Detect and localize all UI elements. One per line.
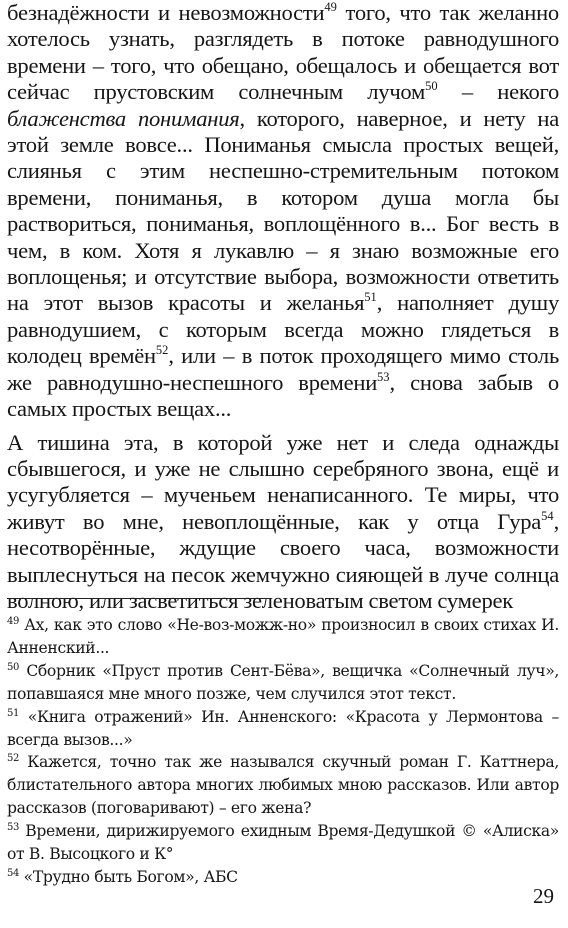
text-run: того, что так желанно хотелось узнать, разглядеть в потоке равнодушного времени – того, что обещано, обещалось и обещается вот сейчас прустовским солнечным лучом [7,0,559,105]
footnote-ref-50[interactable]: 50 [425,79,438,94]
footnote-52 [7,751,559,820]
main-text [7,0,559,614]
text-run: , несотворённые, ждущие своего часа, возможности выплеснуться на песок жемчужно сияющей в луче солнца волною, или засветиться зеленоватым светом сумерек [7,508,559,613]
text-run: , наполняет душу равнодушием, с которым всегда можно глядеться в колодец времён [7,290,559,369]
paragraph-2 [7,430,559,615]
text-run: А тишина эта, в которой уже нет и следа однажды сбывшегося, и уже не слышно серебряного звона, ещё и усугубляется – мученьем ненаписанного. Те миры, что живут во мне, невоплощённые, как у отца Гура [7,429,559,534]
text-run: безнадёжности и невозможности [7,0,325,25]
footnote-53 [7,820,559,866]
footnote-number: 50 [7,661,20,673]
footnote-text: «Книга отражений» Ин. Анненского: «Красота у Лермонтова – всегда вызов...» [7,707,559,749]
footnote-number: 54 [7,867,20,879]
text-run: – некого [437,79,559,105]
footnote-number: 53 [7,822,20,834]
italic-phrase: блаженства понимания [7,105,240,131]
footnote-number: 52 [7,753,20,765]
footnote-number: 49 [7,616,20,627]
paragraph-1 [7,0,559,423]
footnote-ref-54[interactable]: 54 [541,508,554,523]
footnote-ref-51[interactable]: 51 [364,290,377,305]
text-run: , которого, наверное, и нету на этой земле вовсе... Пониманья смысла простых вещей, слиянья с этим неспешно-стремительным потоком времени, пониманья, в котором душа могла бы раствориться, пониманья, воплощённого в... Бог весть в чем, в ком. Хотя я лукавлю – я знаю возможные его воплощенья; и отсутствие выбора, возможности ответить на этот вызов красоты и желанья [7,105,560,316]
text-run: , снова забыв о самых простых вещах... [7,369,559,422]
footnote-divider [7,598,269,599]
footnotes [7,614,559,889]
footnote-ref-53[interactable]: 53 [377,369,390,384]
page-number: 29 [533,884,554,908]
footnote-number: 51 [7,707,20,719]
footnote-text: «Трудно быть Богом», АБС [19,867,238,886]
footnote-text: Кажется, точно так же назывался скучный роман Г. Каттнера, блистательного автора многих любимых мною рассказов. Или автор рассказов (поговаривают) – его жена? [7,753,559,818]
footnote-text: Ах, как это слово «Не-воз-можж-но» произносил в своих стихах И. Анненский... [7,616,559,657]
footnote-ref-49[interactable]: 49 [324,0,337,14]
footnote-49 [7,614,559,660]
text-run: , или – в поток проходящего мимо столь же равнодушно-неспешного времени [7,343,559,395]
footnote-54 [7,866,559,889]
footnote-51 [7,706,559,752]
footnote-text: Сборник «Пруст против Сент-Бёва», вещичка «Солнечный луч», попавшаяся мне много позже, чем случился этот текст. [7,661,559,703]
footnote-text: Времени, дирижируемого ехидным Время-Дедушкой © «Алиска» от В. Высоцкого и К° [7,822,559,864]
footnote-ref-52[interactable]: 52 [155,343,169,358]
footnote-50 [7,660,559,706]
